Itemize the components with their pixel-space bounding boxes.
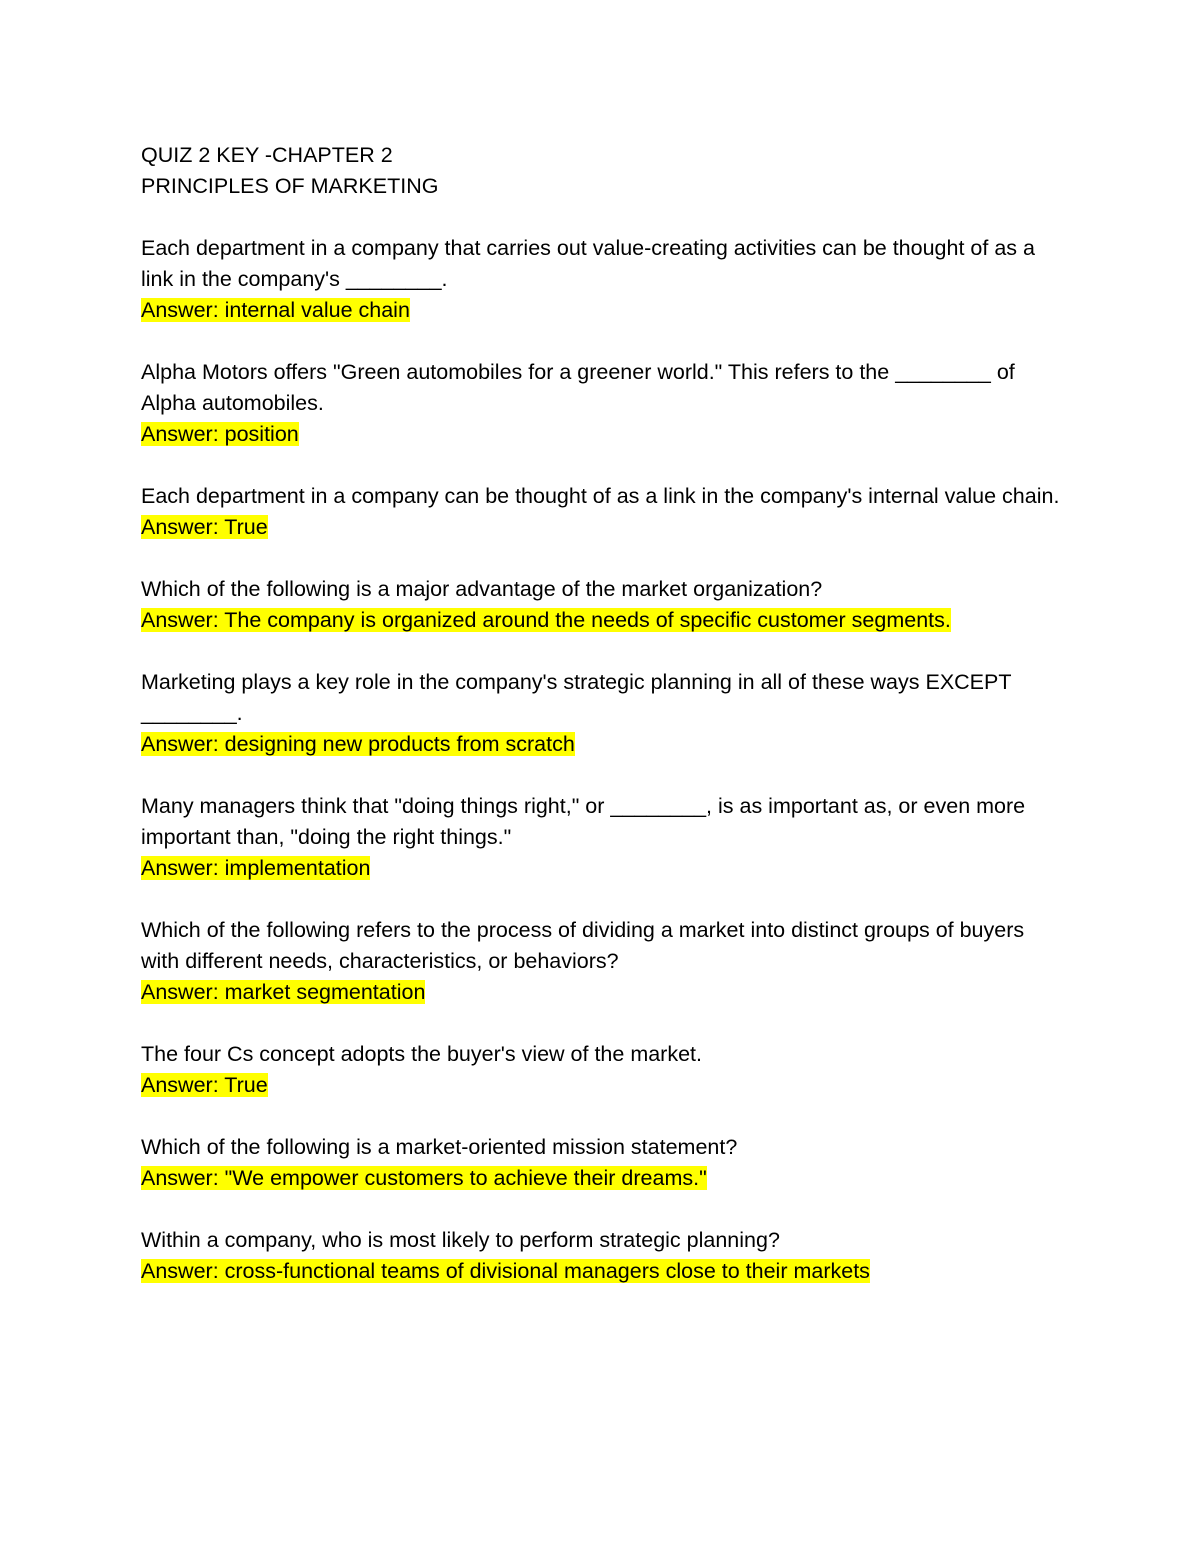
question-text: Within a company, who is most likely to perform strategic planning? bbox=[141, 1228, 780, 1252]
answer-highlight: Answer: designing new products from scratch bbox=[141, 732, 575, 756]
answer-highlight: Answer: "We empower customers to achieve their dreams." bbox=[141, 1166, 707, 1190]
question-text: Many managers think that "doing things right," or ________, is as important as, or even more important than, "doing the right things." bbox=[141, 794, 1026, 849]
qa-item-4 bbox=[141, 574, 1061, 636]
answer-highlight: Answer: position bbox=[141, 422, 299, 446]
question-text: Which of the following refers to the process of dividing a market into distinct groups of buyers with different needs, characteristics, or behaviors? bbox=[141, 918, 1025, 973]
question-text: Which of the following is a major advantage of the market organization? bbox=[141, 577, 823, 601]
document-page bbox=[141, 140, 1061, 1287]
qa-item-2 bbox=[141, 357, 1061, 450]
qa-item-9 bbox=[141, 1132, 1061, 1194]
question-text: The four Cs concept adopts the buyer's view of the market. bbox=[141, 1042, 702, 1066]
qa-item-7 bbox=[141, 915, 1061, 1008]
question-text: Each department in a company that carries out value-creating activities can be thought of as a link in the company's ________. bbox=[141, 236, 1035, 291]
document-title bbox=[141, 140, 1061, 202]
answer-highlight: Answer: The company is organized around the needs of specific customer segments. bbox=[141, 608, 951, 632]
qa-item-8 bbox=[141, 1039, 1061, 1101]
answer-highlight: Answer: True bbox=[141, 515, 268, 539]
answer-highlight: Answer: market segmentation bbox=[141, 980, 426, 1004]
qa-item-5 bbox=[141, 667, 1061, 760]
qa-item-6 bbox=[141, 791, 1061, 884]
answer-highlight: Answer: cross-functional teams of divisional managers close to their markets bbox=[141, 1259, 870, 1283]
question-text: Each department in a company can be thought of as a link in the company's internal value chain. bbox=[141, 484, 1060, 508]
qa-item-1 bbox=[141, 233, 1061, 326]
answer-highlight: Answer: internal value chain bbox=[141, 298, 410, 322]
qa-item-3 bbox=[141, 481, 1061, 543]
title-line-2: PRINCIPLES OF MARKETING bbox=[141, 174, 439, 198]
question-text: Which of the following is a market-oriented mission statement? bbox=[141, 1135, 738, 1159]
question-text: Alpha Motors offers "Green automobiles for a greener world." This refers to the ________ of Alpha automobiles. bbox=[141, 360, 1015, 415]
answer-highlight: Answer: True bbox=[141, 1073, 268, 1097]
title-line-1: QUIZ 2 KEY -CHAPTER 2 bbox=[141, 143, 393, 167]
qa-item-10 bbox=[141, 1225, 1061, 1287]
question-text: Marketing plays a key role in the company's strategic planning in all of these ways EXCEPT ________. bbox=[141, 670, 1012, 725]
answer-highlight: Answer: implementation bbox=[141, 856, 371, 880]
